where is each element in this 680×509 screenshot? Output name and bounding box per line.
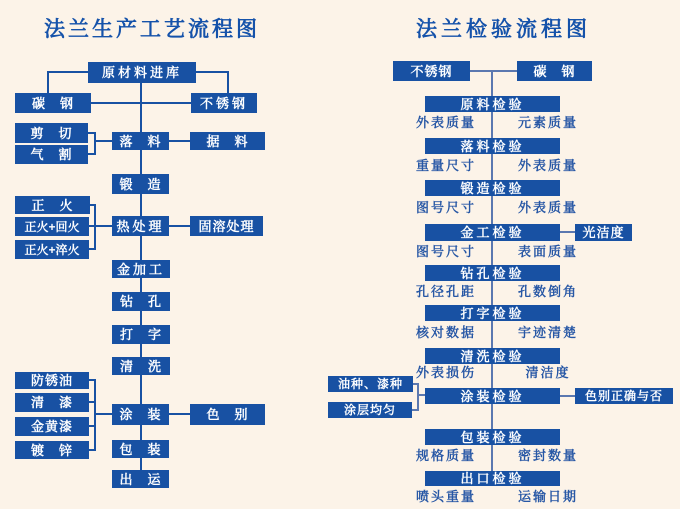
node-packing: 包 装 [112, 440, 169, 458]
connector [47, 71, 49, 94]
connector [417, 383, 419, 411]
criterion-right: 清洁度 [525, 364, 571, 380]
connector [194, 71, 229, 73]
criterion-right: 密封数量 [517, 447, 578, 463]
node-color-correctness: 色别正确与否 [575, 388, 673, 404]
node-golden-paint: 金黄漆 [15, 417, 89, 436]
node-surface-finish: 光洁度 [575, 224, 632, 241]
connector [94, 140, 112, 142]
criterion-left: 规格质量 [415, 447, 476, 463]
stage-raw-material-inspection: 原料检验 [425, 96, 560, 112]
connector [470, 70, 517, 72]
node-machining: 金加工 [112, 260, 170, 278]
connector [169, 140, 190, 142]
node-painting: 涂 装 [112, 404, 169, 425]
criterion-left: 图号尺寸 [415, 243, 476, 259]
criterion-right: 孔数倒角 [517, 283, 578, 299]
criterion-left: 外表损伤 [415, 364, 476, 380]
node-stainless-steel-inspect: 不锈钢 [393, 61, 470, 81]
stage-machining-inspection: 金工检验 [425, 224, 560, 241]
criterion-left: 图号尺寸 [415, 199, 476, 215]
criterion-right: 外表质量 [517, 157, 578, 173]
criterion-left: 核对数据 [415, 324, 476, 340]
node-sawing: 据 料 [190, 132, 265, 150]
node-varnish: 清 漆 [15, 393, 89, 412]
node-drilling: 钻 孔 [112, 292, 170, 311]
stage-stamping-inspection: 打字检验 [425, 305, 560, 321]
connector [94, 379, 96, 451]
connector [89, 102, 191, 104]
connector [169, 413, 190, 415]
node-shipment: 出 运 [112, 470, 169, 488]
criterion-right: 运输日期 [517, 488, 578, 504]
node-gas-cutting: 气 割 [15, 145, 88, 164]
node-shearing: 剪 切 [15, 123, 88, 143]
node-antirust-oil: 防锈油 [15, 372, 89, 389]
stage-export-inspection: 出口检验 [425, 471, 560, 486]
right-chart-title: 法兰检验流程图 [416, 18, 591, 41]
criterion-right: 外表质量 [517, 199, 578, 215]
criterion-left: 重量尺寸 [415, 157, 476, 173]
connector [560, 395, 575, 397]
criterion-left: 外表质量 [415, 114, 476, 130]
connector [560, 231, 575, 233]
criterion-left: 喷头重量 [415, 488, 476, 504]
stage-cleaning-inspection: 清洗检验 [425, 348, 560, 364]
criterion-right: 宇迹清楚 [517, 324, 578, 340]
node-blanking: 落 料 [112, 132, 169, 150]
node-forging: 锻 造 [112, 174, 169, 194]
connector [227, 71, 229, 94]
stage-forging-inspection: 锻造检验 [425, 180, 560, 196]
node-raw-material-in: 原材料进库 [88, 62, 196, 83]
node-stamping: 打 字 [112, 325, 170, 344]
node-coating-uniformity: 涂层均匀 [328, 402, 412, 418]
criterion-right: 表面质量 [517, 243, 578, 259]
node-solution-treatment: 固溶处理 [190, 216, 263, 236]
connector [94, 225, 112, 227]
connector [169, 225, 190, 227]
criterion-right: 元素质量 [517, 114, 578, 130]
node-heat-treatment: 热处理 [112, 216, 169, 236]
stage-blanking-inspection: 落料检验 [425, 138, 560, 154]
connector [417, 394, 425, 396]
connector [94, 132, 96, 155]
stage-packing-inspection: 包装检验 [425, 429, 560, 445]
node-carbon-steel: 碳 钢 [15, 93, 91, 113]
node-stainless-steel: 不锈钢 [191, 93, 257, 113]
node-normalizing-tempering: 正火+回火 [15, 217, 89, 236]
stage-painting-inspection: 涂装检验 [425, 388, 560, 404]
connector [94, 204, 96, 250]
node-oil-paint-type: 油种、漆种 [328, 376, 413, 392]
criterion-left: 孔径孔距 [415, 283, 476, 299]
node-galvanizing: 镀 锌 [15, 441, 89, 459]
connector [94, 413, 112, 415]
node-normalizing: 正 火 [15, 196, 90, 214]
node-color-code: 色 别 [190, 404, 265, 425]
node-carbon-steel-inspect: 碳 钢 [517, 61, 592, 81]
node-cleaning: 清 洗 [112, 357, 170, 375]
node-normalizing-quenching: 正火+淬火 [15, 240, 89, 259]
stage-drilling-inspection: 钻孔检验 [425, 265, 560, 281]
left-chart-title: 法兰生产工艺流程图 [44, 18, 260, 41]
connector [47, 71, 90, 73]
